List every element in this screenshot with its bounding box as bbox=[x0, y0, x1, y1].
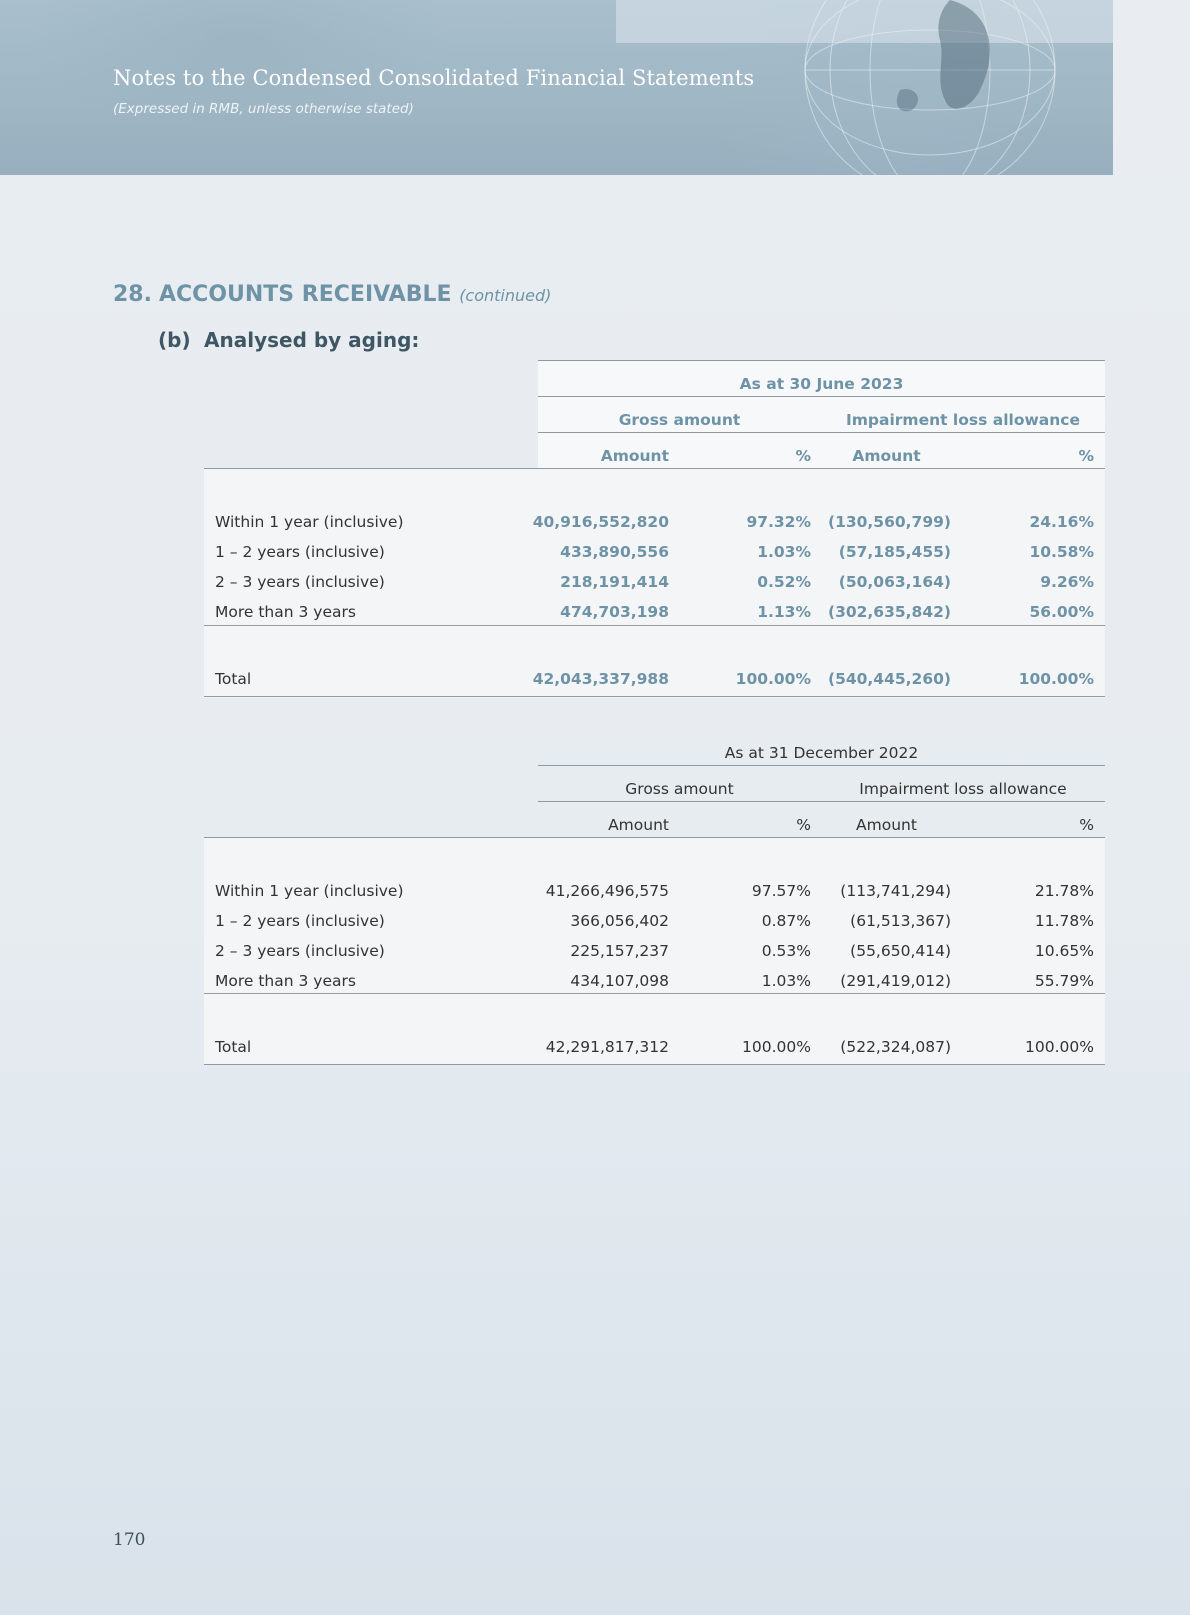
section-continued: (continued) bbox=[459, 286, 552, 305]
total-gross-pct: 100.00% bbox=[742, 1038, 811, 1056]
subsection-title: Analysed by aging: bbox=[204, 328, 420, 352]
gross-amount: 433,890,556 bbox=[560, 543, 669, 561]
row-label: 2 – 3 years (inclusive) bbox=[215, 942, 385, 960]
aging-table-2023 bbox=[204, 360, 1105, 700]
impairment-amount: (130,560,799) bbox=[827, 513, 951, 531]
document-header-title: Notes to the Condensed Consolidated Financial Statements bbox=[113, 66, 755, 90]
period-header: As at 31 December 2022 bbox=[724, 744, 919, 762]
col-pct-header: % bbox=[795, 447, 811, 465]
rule bbox=[204, 625, 1105, 626]
row-label: 1 – 2 years (inclusive) bbox=[215, 543, 385, 561]
subsection-heading bbox=[158, 328, 419, 352]
row-label: More than 3 years bbox=[215, 603, 356, 621]
aging-table-2022 bbox=[204, 729, 1105, 1069]
row-label: More than 3 years bbox=[215, 972, 356, 990]
document-header-subtitle: (Expressed in RMB, unless otherwise stated) bbox=[113, 101, 414, 117]
gross-amount: 366,056,402 bbox=[570, 912, 669, 930]
gross-pct: 97.57% bbox=[751, 882, 811, 900]
total-impairment-pct: 100.00% bbox=[1025, 1038, 1094, 1056]
gross-pct: 1.13% bbox=[757, 603, 811, 621]
total-gross-pct: 100.00% bbox=[735, 670, 811, 688]
gross-pct: 97.32% bbox=[746, 513, 811, 531]
globe-icon bbox=[700, 0, 1100, 175]
impairment-pct: 24.16% bbox=[1029, 513, 1094, 531]
col-pct-header: % bbox=[796, 816, 811, 834]
subsection-label: (b) bbox=[158, 328, 191, 352]
row-label: Within 1 year (inclusive) bbox=[215, 513, 404, 531]
impairment-pct: 11.78% bbox=[1034, 912, 1094, 930]
row-label: 2 – 3 years (inclusive) bbox=[215, 573, 385, 591]
impairment-pct: 9.26% bbox=[1040, 573, 1094, 591]
rule bbox=[204, 696, 1105, 697]
section-heading bbox=[113, 282, 551, 307]
period-header: As at 30 June 2023 bbox=[739, 375, 904, 393]
rule bbox=[204, 1064, 1105, 1065]
impairment-amount: (50,063,164) bbox=[838, 573, 951, 591]
impairment-amount: (302,635,842) bbox=[827, 603, 951, 621]
impairment-amount: (57,185,455) bbox=[838, 543, 951, 561]
gross-amount-header: Gross amount bbox=[618, 411, 741, 429]
rule bbox=[204, 993, 1105, 994]
impairment-pct: 55.79% bbox=[1034, 972, 1094, 990]
impairment-pct: 10.58% bbox=[1029, 543, 1094, 561]
rule bbox=[538, 801, 1105, 802]
header-banner bbox=[0, 0, 1113, 175]
col-pct-header: % bbox=[1078, 447, 1094, 465]
gross-amount: 40,916,552,820 bbox=[532, 513, 669, 531]
gross-amount-header: Gross amount bbox=[625, 780, 734, 798]
rule bbox=[204, 837, 1105, 838]
col-amount-header: Amount bbox=[608, 816, 669, 834]
section-number: 28. bbox=[113, 282, 152, 307]
row-label: 1 – 2 years (inclusive) bbox=[215, 912, 385, 930]
impairment-header: Impairment loss allowance bbox=[859, 780, 1067, 798]
total-label: Total bbox=[215, 670, 252, 688]
gross-pct: 0.87% bbox=[761, 912, 811, 930]
gross-amount: 41,266,496,575 bbox=[545, 882, 669, 900]
col-amount-header: Amount bbox=[856, 816, 917, 834]
total-impairment-pct: 100.00% bbox=[1018, 670, 1094, 688]
impairment-pct: 56.00% bbox=[1029, 603, 1094, 621]
gross-amount: 434,107,098 bbox=[570, 972, 669, 990]
gross-amount: 474,703,198 bbox=[560, 603, 669, 621]
total-impairment-amount: (522,324,087) bbox=[840, 1038, 951, 1056]
gross-pct: 1.03% bbox=[761, 972, 811, 990]
gross-pct: 1.03% bbox=[757, 543, 811, 561]
gross-pct: 0.52% bbox=[757, 573, 811, 591]
rule bbox=[204, 468, 1105, 469]
gross-pct: 0.53% bbox=[761, 942, 811, 960]
total-gross-amount: 42,291,817,312 bbox=[545, 1038, 669, 1056]
col-amount-header: Amount bbox=[600, 447, 669, 465]
col-pct-header: % bbox=[1079, 816, 1094, 834]
total-label: Total bbox=[215, 1038, 252, 1056]
impairment-amount: (113,741,294) bbox=[840, 882, 951, 900]
impairment-header: Impairment loss allowance bbox=[846, 411, 1080, 429]
impairment-pct: 10.65% bbox=[1034, 942, 1094, 960]
row-label: Within 1 year (inclusive) bbox=[215, 882, 404, 900]
total-gross-amount: 42,043,337,988 bbox=[532, 670, 669, 688]
impairment-amount: (61,513,367) bbox=[850, 912, 951, 930]
impairment-pct: 21.78% bbox=[1034, 882, 1094, 900]
rule bbox=[538, 396, 1105, 397]
rule bbox=[538, 360, 1105, 361]
total-impairment-amount: (540,445,260) bbox=[827, 670, 951, 688]
gross-amount: 218,191,414 bbox=[560, 573, 669, 591]
rule bbox=[538, 765, 1105, 766]
col-amount-header: Amount bbox=[852, 447, 921, 465]
page-number: 170 bbox=[113, 1530, 146, 1550]
gross-amount: 225,157,237 bbox=[570, 942, 669, 960]
impairment-amount: (55,650,414) bbox=[850, 942, 951, 960]
impairment-amount: (291,419,012) bbox=[840, 972, 951, 990]
rule bbox=[538, 432, 1105, 433]
section-title: ACCOUNTS RECEIVABLE bbox=[159, 282, 452, 307]
